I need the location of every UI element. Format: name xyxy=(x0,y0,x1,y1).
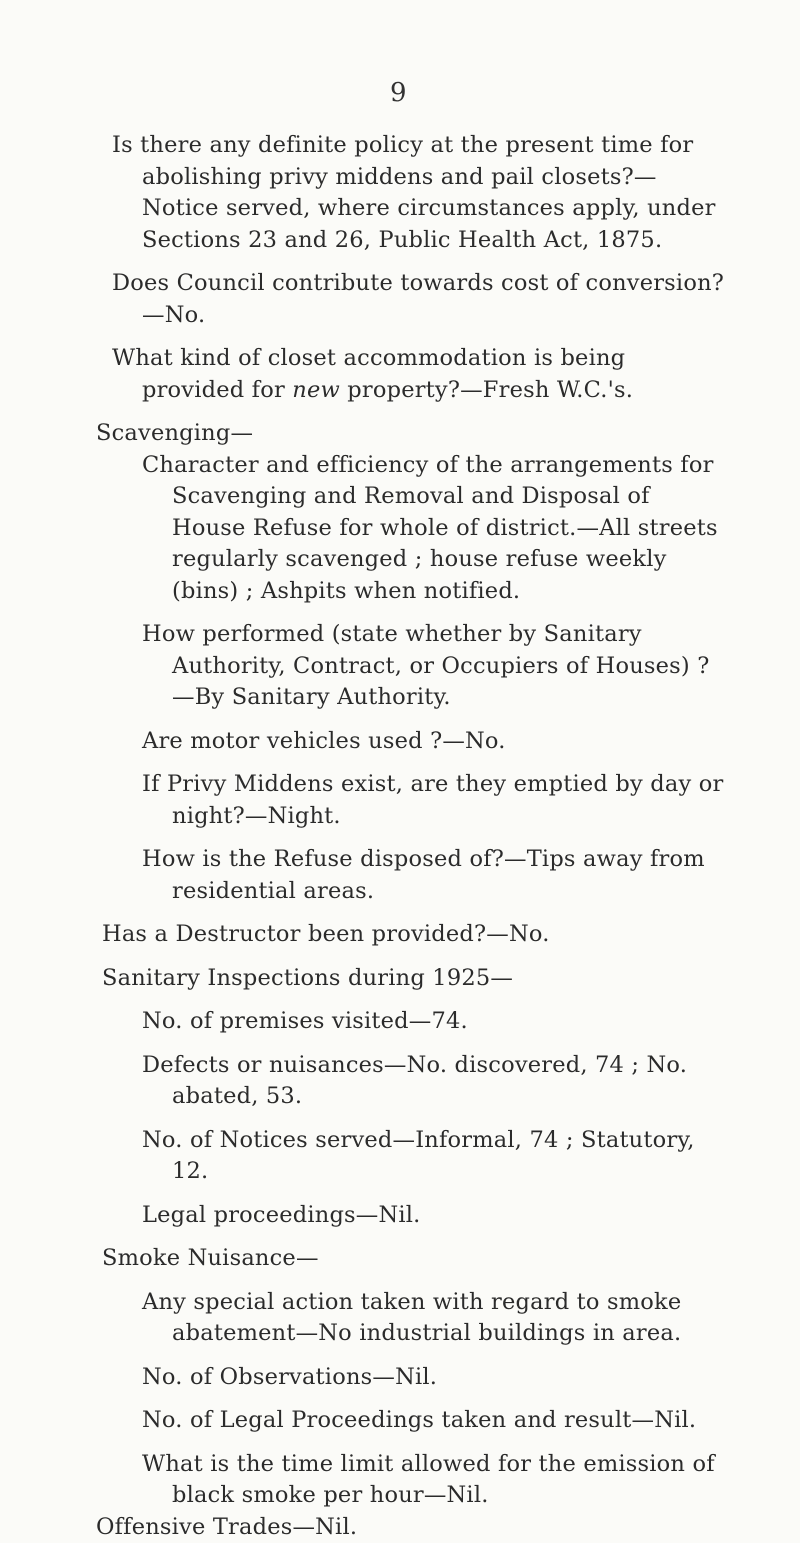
smoke-heading: Smoke Nuisance— xyxy=(102,1243,728,1275)
scavenging-item: How is the Refuse disposed of?—Tips away from residential areas. xyxy=(112,844,728,907)
scavenging-item: Are motor vehicles used ?—No. xyxy=(112,726,728,758)
closet-q-after: property?—Fresh W.C.'s. xyxy=(340,377,633,403)
inspections-item: No. of Notices served—Informal, 74 ; Statutory, 12. xyxy=(112,1125,728,1188)
inspections-heading: Sanitary Inspections during 1925— xyxy=(102,963,728,995)
scavenging-section xyxy=(112,418,728,907)
inspections-item: No. of premises visited—74. xyxy=(112,1006,728,1038)
page-number: 9 xyxy=(390,78,407,108)
closets-policy-question: Is there any definite policy at the present time for abolishing privy middens and pail closets?—Notice served, where circumstances apply, under Sections 23 and 26, Public Health Act, 1875. xyxy=(112,130,728,256)
closet-q-emphasis: new xyxy=(292,377,340,403)
closets-section xyxy=(112,130,728,406)
scavenging-item: Character and efficiency of the arrangements for Scavenging and Removal and Disposal of House Refuse for whole of district.—All streets regularly scavenged ; house refuse weekly (bins) ; Ashpits when notified. xyxy=(112,450,728,608)
report-content xyxy=(112,130,728,1543)
scavenging-heading: Scavenging— xyxy=(96,418,728,450)
scavenging-item: If Privy Middens exist, are they emptied by day or night?—Night. xyxy=(112,769,728,832)
offensive-trades-line: Offensive Trades—Nil. xyxy=(96,1512,728,1543)
inspections-section xyxy=(112,963,728,1232)
inspections-item: Defects or nuisances—No. discovered, 74 ; No. abated, 53. xyxy=(112,1050,728,1113)
inspections-item: Legal proceedings—Nil. xyxy=(112,1200,728,1232)
smoke-item: What is the time limit allowed for the emission of black smoke per hour—Nil. xyxy=(112,1449,728,1512)
council-contribution-question: Does Council contribute towards cost of conversion?—No. xyxy=(112,268,728,331)
smoke-item: Any special action taken with regard to smoke abatement—No industrial buildings in area. xyxy=(112,1287,728,1350)
closet-q-before: What kind of closet accommodation is being provided for xyxy=(112,345,625,403)
scavenging-item: How performed (state whether by Sanitary Authority, Contract, or Occupiers of Houses) ?—By Sanitary Authority. xyxy=(112,619,728,714)
smoke-item: No. of Legal Proceedings taken and result—Nil. xyxy=(112,1405,728,1437)
smoke-item: No. of Observations—Nil. xyxy=(112,1362,728,1394)
smoke-section xyxy=(112,1243,728,1512)
destructor-line: Has a Destructor been provided?—No. xyxy=(102,919,728,951)
closet-accommodation-question xyxy=(112,343,728,406)
